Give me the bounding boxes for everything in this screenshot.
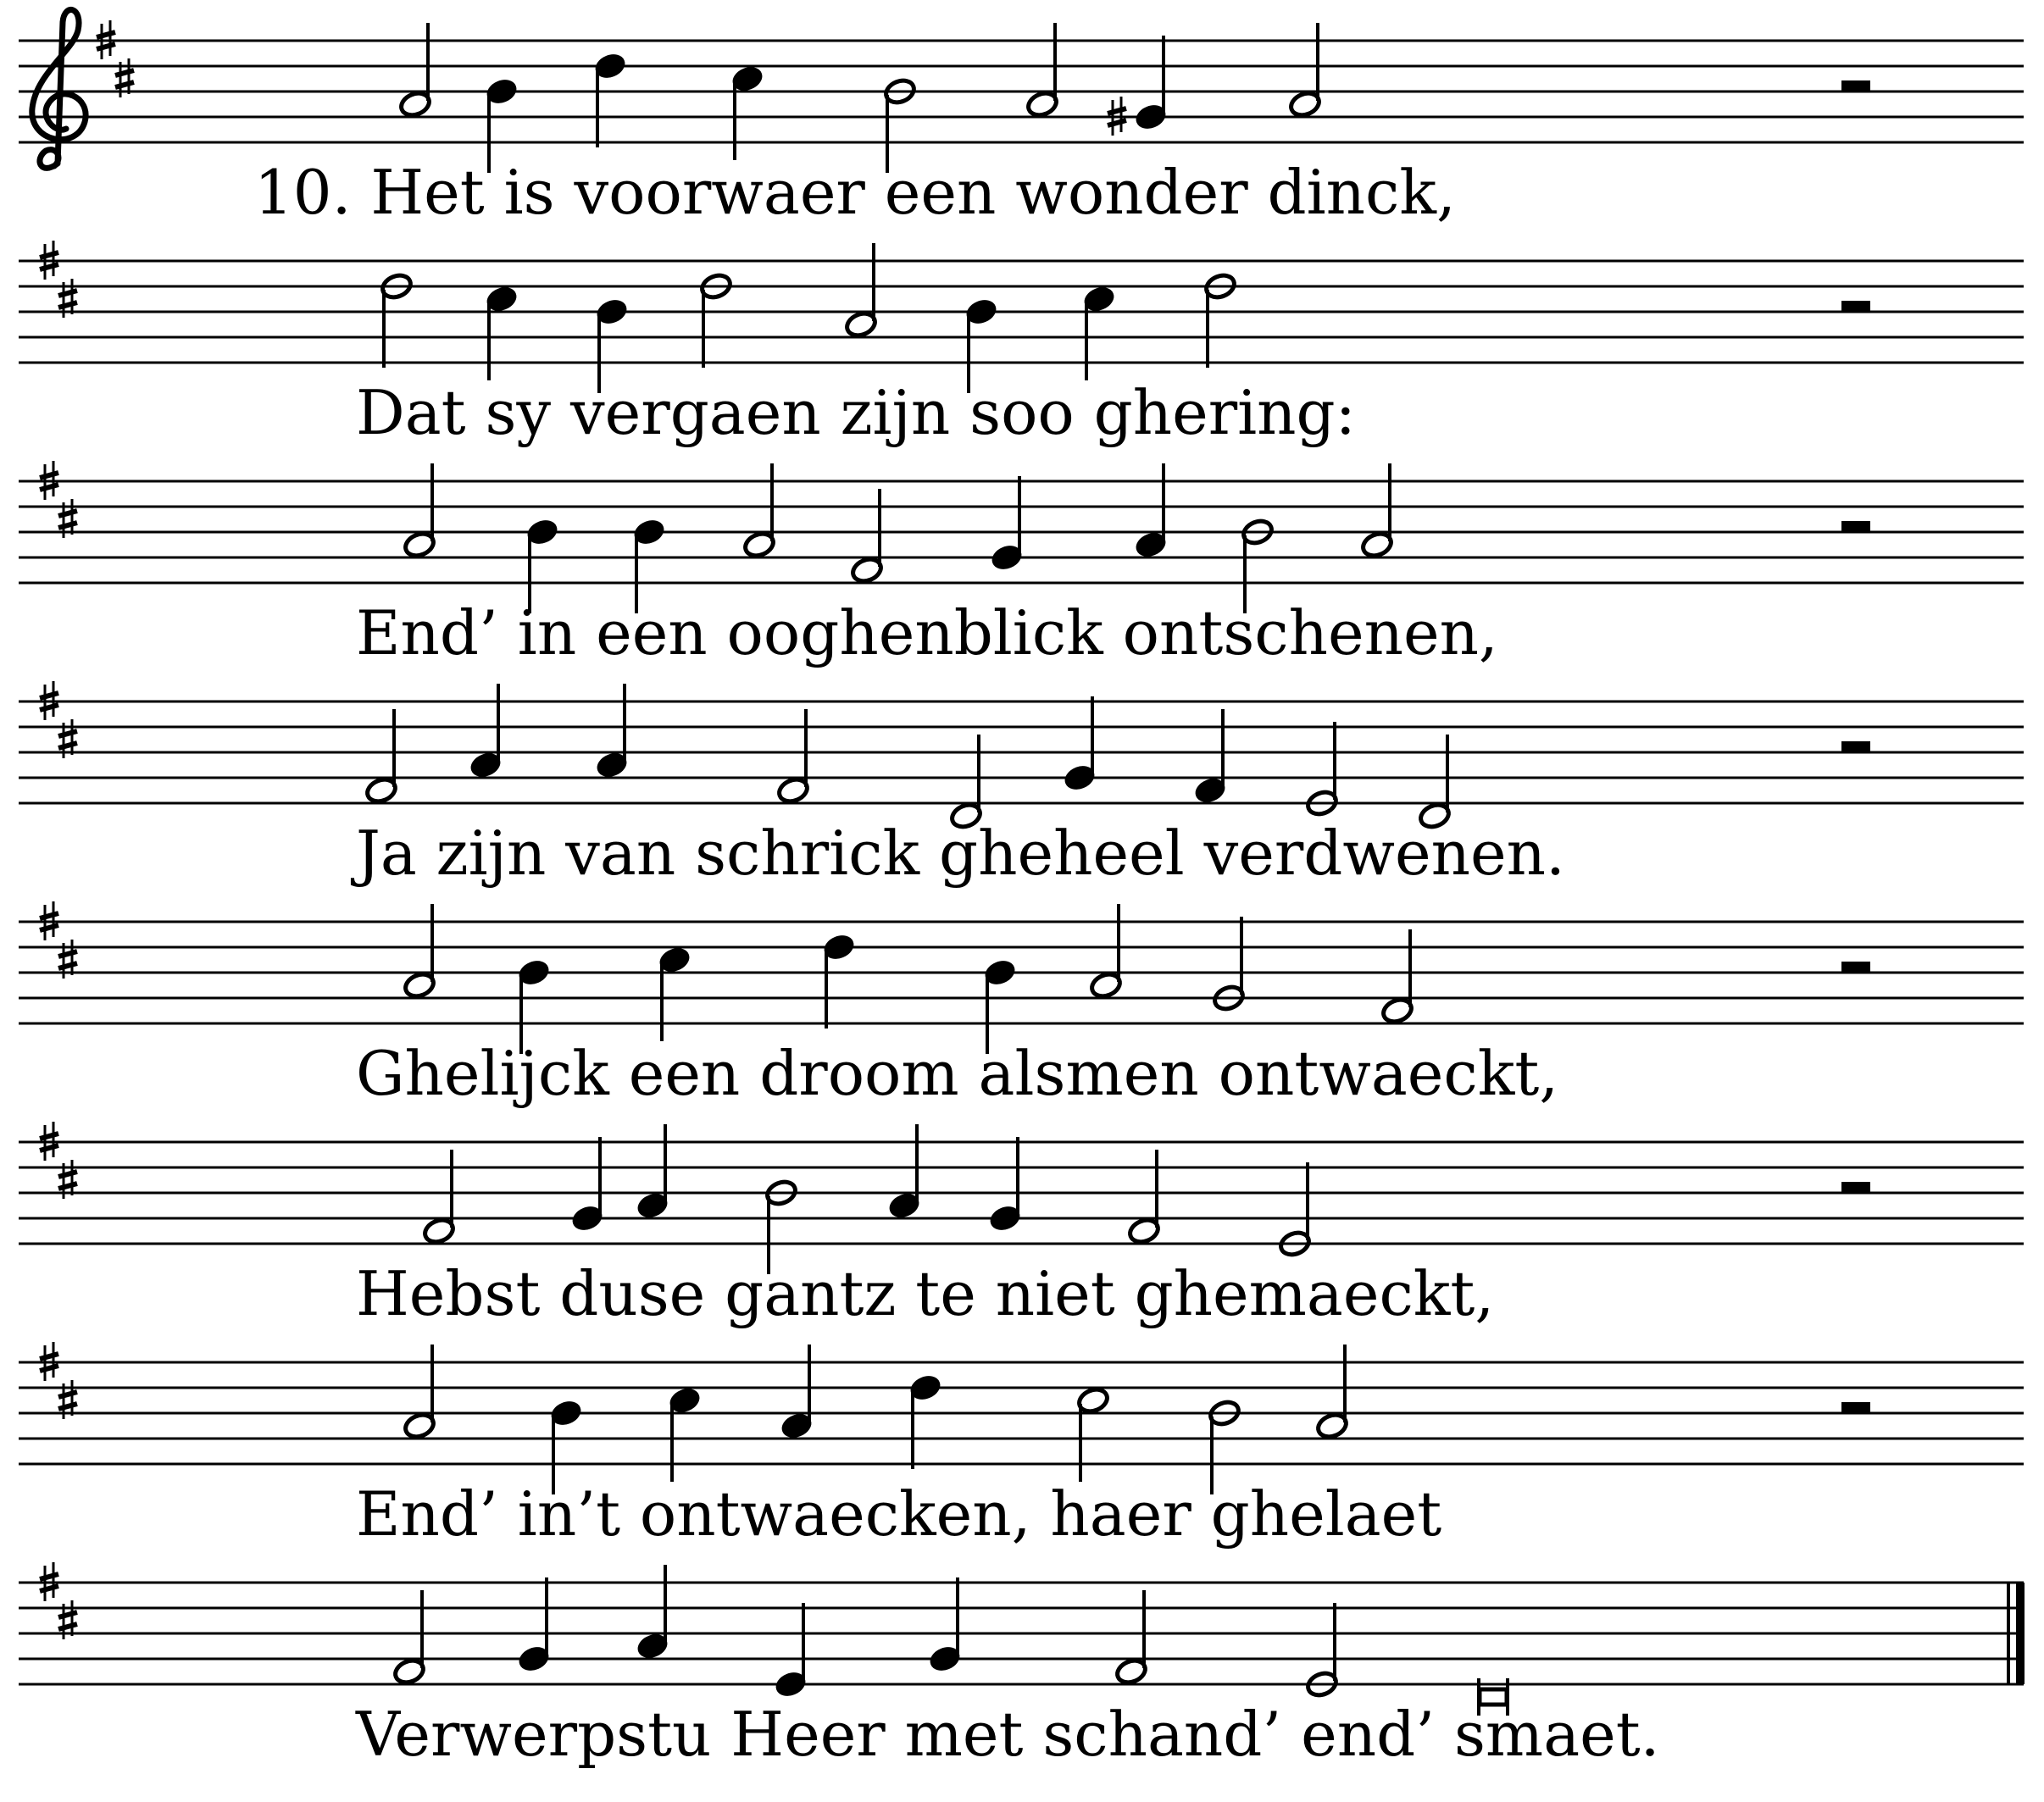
note [668, 1386, 703, 1482]
note [403, 463, 437, 559]
note [1108, 36, 1168, 136]
half-rest-icon [1841, 741, 1870, 753]
note [776, 709, 811, 805]
note [422, 1150, 457, 1245]
note [1076, 1386, 1111, 1482]
note [1134, 463, 1169, 559]
note [1063, 696, 1097, 792]
note [780, 1345, 814, 1440]
note [1127, 1150, 1162, 1245]
lyric-line: 10. Het is voorwaer een wonder dinck, [254, 157, 1456, 228]
lyric-line: Dat sy vergaen zijn soo ghering: [356, 377, 1356, 448]
note [1082, 285, 1117, 380]
note [570, 1137, 605, 1233]
note [742, 463, 777, 559]
systems-layer [19, 9, 2024, 1770]
half-rest-icon [1841, 521, 1870, 533]
note [887, 1124, 922, 1220]
note [403, 904, 437, 1000]
lyric-line: End’ in’t ontwaecken, haer ghelaet [356, 1478, 1442, 1550]
note [392, 1590, 427, 1686]
half-rest-icon [1841, 962, 1870, 973]
note [636, 1565, 670, 1661]
note [774, 1603, 808, 1699]
note [850, 489, 885, 585]
staff-system [19, 901, 2024, 1109]
note [1288, 23, 1323, 119]
lyric-line: Ghelijck een droom alsmen ontwaeckt, [356, 1038, 1559, 1109]
note [517, 1577, 552, 1673]
note [636, 1124, 670, 1220]
note [1380, 929, 1415, 1025]
note [928, 1577, 963, 1673]
staff-system [19, 241, 2024, 448]
note [658, 945, 692, 1041]
half-rest-icon [1841, 301, 1870, 313]
note [485, 285, 519, 380]
note [990, 476, 1025, 572]
lyric-line: Verwerpstu Heer met schand’ end’ smaet. [356, 1699, 1660, 1770]
lyric-line: Hebst duse gantz te niet ghemaeckt, [356, 1258, 1495, 1329]
note [1025, 23, 1060, 119]
half-rest-icon [1841, 1402, 1870, 1414]
note [593, 52, 628, 147]
note [822, 933, 857, 1029]
half-rest-icon [1841, 1182, 1870, 1194]
staff-system [19, 681, 2024, 889]
note [1418, 735, 1452, 830]
note [1114, 1590, 1149, 1686]
lyric-line: End’ in een ooghenblick ontschenen, [356, 597, 1498, 668]
note [844, 243, 879, 339]
staff-system [19, 1562, 2024, 1770]
lyric-line: Ja zijn van schrick gheheel verdwenen. [356, 818, 1565, 889]
staff-system [19, 9, 2024, 228]
note [1089, 904, 1124, 1000]
note [730, 64, 765, 160]
note [1360, 463, 1395, 559]
note [949, 735, 984, 830]
note [398, 23, 433, 119]
staff-system [19, 1122, 2024, 1329]
treble-clef-icon [32, 9, 86, 168]
staff-system [19, 461, 2024, 668]
note [469, 684, 503, 779]
half-rest-icon [1841, 80, 1870, 92]
note [1193, 709, 1228, 805]
note [988, 1137, 1023, 1233]
note [364, 709, 399, 805]
note [595, 684, 630, 779]
note [1315, 1345, 1350, 1440]
note [403, 1345, 437, 1440]
note [908, 1373, 943, 1469]
staff-system [19, 1342, 2024, 1550]
